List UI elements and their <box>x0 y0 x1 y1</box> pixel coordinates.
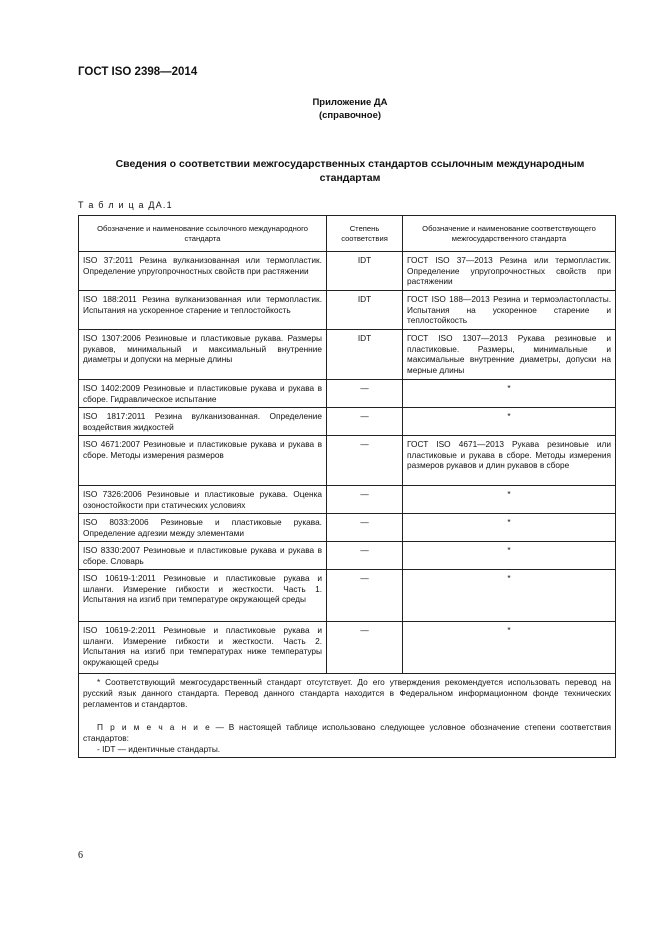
interstate-standard-cell: * <box>403 486 616 514</box>
column-header-interstate: Обозначение и наименование соответствующего межгосударственного стандарта <box>403 216 616 252</box>
appendix-title: Приложение ДА <box>312 97 388 108</box>
table-row <box>79 570 616 622</box>
international-standard-cell: ISO 188:2011 Резина вулканизованная или термопластик. Испытания на ускоренное старение и теплостойкость <box>79 291 327 330</box>
international-standard-cell: ISO 8033:2006 Резиновые и пластиковые рукава. Определение адгезии между элементами <box>79 514 327 542</box>
interstate-standard-cell: ГОСТ ISO 37—2013 Резина или термопластик. Определение упругопрочностных свойств при растяжении <box>403 252 616 291</box>
table-row <box>79 330 616 380</box>
note-label: П р и м е ч а н и е <box>97 722 211 732</box>
notes-row <box>79 674 616 758</box>
interstate-standard-cell: ГОСТ ISO 1307—2013 Рукава резиновые и пластиковые. Размеры, минимальные и максимальные внутренние диаметры, допуски на мерные длины <box>403 330 616 380</box>
appendix-heading <box>290 96 410 122</box>
international-standard-cell: ISO 37:2011 Резина вулканизованная или термопластик. Определение упругопрочностных свойств при растяжении <box>79 252 327 291</box>
column-header-international: Обозначение и наименование ссылочного международного стандарта <box>79 216 327 252</box>
degree-cell: — <box>327 622 403 674</box>
table-row <box>79 436 616 486</box>
international-standard-cell: ISO 10619-2:2011 Резиновые и пластиковые рукава и шланги. Измерение гибкости и жесткости. Часть 2. Испытания на изгиб при температурах ниже температуры окружающей среды <box>79 622 327 674</box>
column-header-degree: Степень соответствия <box>327 216 403 252</box>
degree-cell: — <box>327 380 403 408</box>
degree-cell: — <box>327 570 403 622</box>
international-standard-cell: ISO 1307:2006 Резиновые и пластиковые рукава. Размеры рукавов, минимальный и максимальный внутренние диаметры и допуски на мерные длины <box>79 330 327 380</box>
interstate-standard-cell: * <box>403 542 616 570</box>
note-text: — В настоящей таблице использовано следующее условное обозначение степени соответствия стандартов: <box>83 722 611 743</box>
notes-cell <box>79 674 616 758</box>
note-paragraph <box>83 722 611 744</box>
table-row <box>79 622 616 674</box>
table-row <box>79 542 616 570</box>
interstate-standard-cell: * <box>403 570 616 622</box>
interstate-standard-cell: * <box>403 622 616 674</box>
degree-cell: — <box>327 486 403 514</box>
interstate-standard-cell: * <box>403 380 616 408</box>
degree-cell: IDT <box>327 252 403 291</box>
degree-cell: — <box>327 514 403 542</box>
degree-cell: — <box>327 542 403 570</box>
table-row <box>79 252 616 291</box>
table-label: Т а б л и ц а ДА.1 <box>78 200 173 210</box>
table-row <box>79 408 616 436</box>
section-title: Сведения о соответствии межгосударственных стандартов ссылочным международным стандартам <box>115 158 585 184</box>
international-standard-cell: ISO 1402:2009 Резиновые и пластиковые рукава и рукава в сборе. Гидравлическое испытание <box>79 380 327 408</box>
table-row <box>79 514 616 542</box>
footnote-text: * Соответствующий межгосударственный стандарт отсутствует. До его утверждения рекомендуется использовать перевод на русский язык данного стандарта. Перевод данного стандарта находится в Федеральном информационном фонде технических регламентов и стандартов. <box>83 677 611 709</box>
international-standard-cell: ISO 1817:2011 Резина вулканизованная. Определение воздействия жидкостей <box>79 408 327 436</box>
interstate-standard-cell: ГОСТ ISO 4671—2013 Рукава резиновые или пластиковые и рукава в сборе. Методы измерения размеров рукавов и длин рукавов в сборе <box>403 436 616 486</box>
table-header-row <box>79 216 616 252</box>
note-item: - IDT — идентичные стандарты. <box>97 744 221 754</box>
international-standard-cell: ISO 10619-1:2011 Резиновые и пластиковые рукава и шланги. Измерение гибкости и жесткости. Часть 1. Испытания на изгиб при температуре окружающей среды <box>79 570 327 622</box>
table-row <box>79 486 616 514</box>
interstate-standard-cell: * <box>403 514 616 542</box>
appendix-subtitle: (справочное) <box>318 110 382 121</box>
page-number: 6 <box>78 850 83 861</box>
interstate-standard-cell: ГОСТ ISO 188—2013 Резина и термоэластопласты. Испытания на ускоренное старение и теплостойкость <box>403 291 616 330</box>
degree-cell: — <box>327 408 403 436</box>
degree-cell: IDT <box>327 291 403 330</box>
table-row <box>79 291 616 330</box>
degree-cell: IDT <box>327 330 403 380</box>
international-standard-cell: ISO 4671:2007 Резиновые и пластиковые рукава и рукава в сборе. Методы измерения размеров <box>79 436 327 486</box>
international-standard-cell: ISO 8330:2007 Резиновые и пластиковые рукава и рукава в сборе. Словарь <box>79 542 327 570</box>
interstate-standard-cell: * <box>403 408 616 436</box>
table-row <box>79 380 616 408</box>
conformity-table <box>78 215 616 758</box>
document-header-title: ГОСТ ISO 2398—2014 <box>78 66 198 78</box>
international-standard-cell: ISO 7326:2006 Резиновые и пластиковые рукава. Оценка озоностойкости при статических условиях <box>79 486 327 514</box>
degree-cell: — <box>327 436 403 486</box>
